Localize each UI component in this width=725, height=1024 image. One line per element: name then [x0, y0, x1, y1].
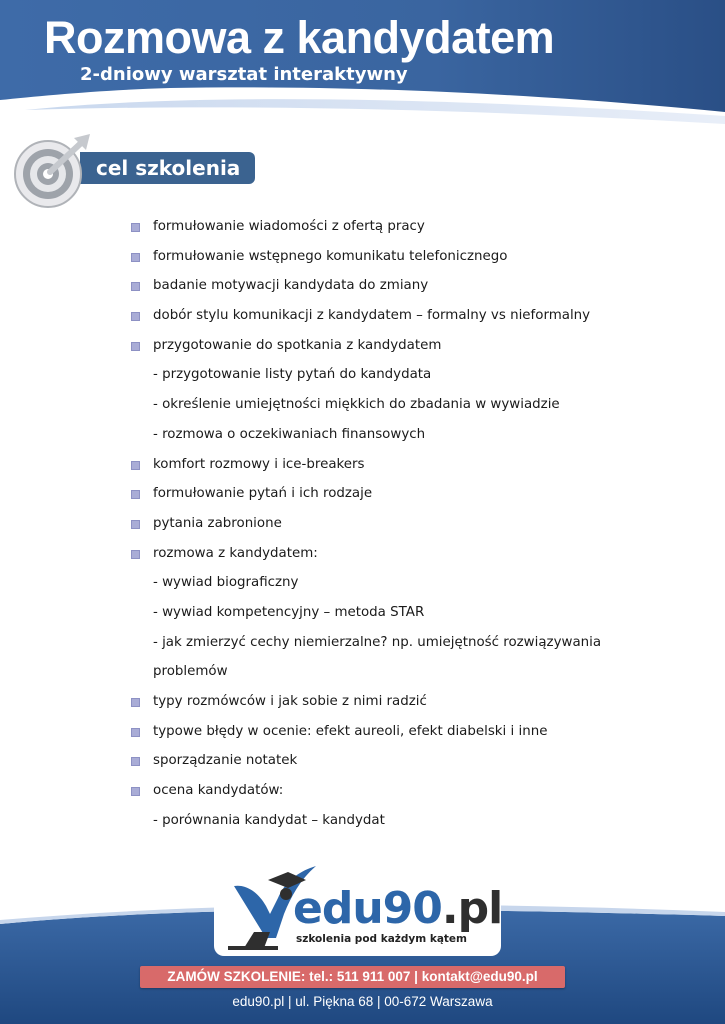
square-bullet-icon: [131, 550, 140, 559]
list-item: [130, 271, 650, 301]
square-bullet-icon: [131, 312, 140, 321]
list-item: [130, 479, 650, 509]
list-item-text: - wywiad kompetencyjny – metoda STAR: [153, 604, 425, 620]
list-item-text: formułowanie wiadomości z ofertą pracy: [153, 219, 425, 234]
list-item: [130, 331, 650, 361]
list-item-text: - przygotowanie listy pytań do kandydata: [153, 367, 432, 383]
list-subitem: [130, 390, 650, 420]
list-item-text: formułowanie wstępnego komunikatu telefonicznego: [153, 248, 508, 264]
list-item-text: - wywiad biograficzny: [153, 575, 299, 591]
list-item-text: przygotowanie do spotkania z kandydatem: [153, 337, 442, 353]
list-item: [130, 242, 650, 272]
list-item-text: badanie motywacji kandydata do zmiany: [153, 278, 429, 294]
list-item: [130, 746, 650, 776]
page-title: Rozmowa z kandydatem: [44, 12, 555, 63]
list-item: [130, 509, 650, 539]
list-subitem: [130, 628, 650, 658]
square-bullet-icon: [131, 253, 140, 262]
list-item-text: rozmowa z kandydatem:: [153, 545, 318, 561]
square-bullet-icon: [131, 787, 140, 796]
list-item-text: - porównania kandydat – kandydat: [153, 812, 385, 828]
list-item-text: dobór stylu komunikacji z kandydatem – formalny vs nieformalny: [153, 308, 591, 324]
list-item: [130, 687, 650, 717]
list-item-text: typy rozmówców i jak sobie z nimi radzić: [153, 694, 427, 709]
address-line: edu90.pl | ul. Piękna 68 | 00-672 Warszawa: [232, 994, 493, 1009]
list-subitem: [130, 420, 650, 450]
list-item-text: - rozmowa o oczekiwaniach finansowych: [153, 426, 426, 442]
list-item: [130, 776, 650, 806]
list-item-text: sporządzanie notatek: [153, 753, 298, 769]
list-item-text: pytania zabronione: [153, 515, 282, 531]
logo-wordmark: [293, 883, 503, 934]
square-bullet-icon: [131, 223, 140, 232]
square-bullet-icon: [131, 461, 140, 470]
list-item-text: typowe błędy w ocenie: efekt aureoli, efekt diabelski i inne: [153, 723, 548, 739]
list-item: [130, 450, 650, 480]
list-item: [130, 539, 650, 569]
list-item-text: formułowanie pytań i ich rodzaje: [153, 486, 373, 502]
list-subitem: [130, 806, 650, 836]
square-bullet-icon: [131, 342, 140, 351]
list-subitem: [130, 598, 650, 628]
logo-name: edu90: [293, 883, 442, 934]
list-item-text: ocena kandydatów:: [153, 783, 284, 799]
logo-domain: .pl: [441, 883, 503, 934]
list-subitem: [130, 360, 650, 390]
logo-tagline: szkolenia pod każdym kątem: [296, 933, 467, 945]
page-subtitle: 2-dniowy warsztat interaktywny: [80, 64, 408, 85]
list-item: [130, 301, 650, 331]
square-bullet-icon: [131, 282, 140, 291]
square-bullet-icon: [131, 490, 140, 499]
square-bullet-icon: [131, 520, 140, 529]
section-heading: cel szkolenia: [96, 156, 241, 180]
list-item-text: - określenie umiejętności miękkich do zbadania w wywiadzie: [153, 397, 560, 413]
list-item: [130, 717, 650, 747]
square-bullet-icon: [131, 757, 140, 766]
list-subitem: [130, 568, 650, 598]
square-bullet-icon: [131, 698, 140, 707]
list-subitem: [130, 657, 650, 687]
list-item-text: problemów: [153, 664, 228, 680]
target-icon: [12, 130, 94, 210]
list-item-text: komfort rozmowy i ice-breakers: [153, 456, 365, 472]
order-contact[interactable]: ZAMÓW SZKOLENIE: tel.: 511 911 007 | kontakt@edu90.pl: [167, 969, 538, 984]
list-item: [130, 212, 650, 242]
objectives-list: [130, 212, 650, 835]
square-bullet-icon: [131, 728, 140, 737]
list-item-text: - jak zmierzyć cechy niemierzalne? np. umiejętność rozwiązywania: [153, 634, 602, 650]
